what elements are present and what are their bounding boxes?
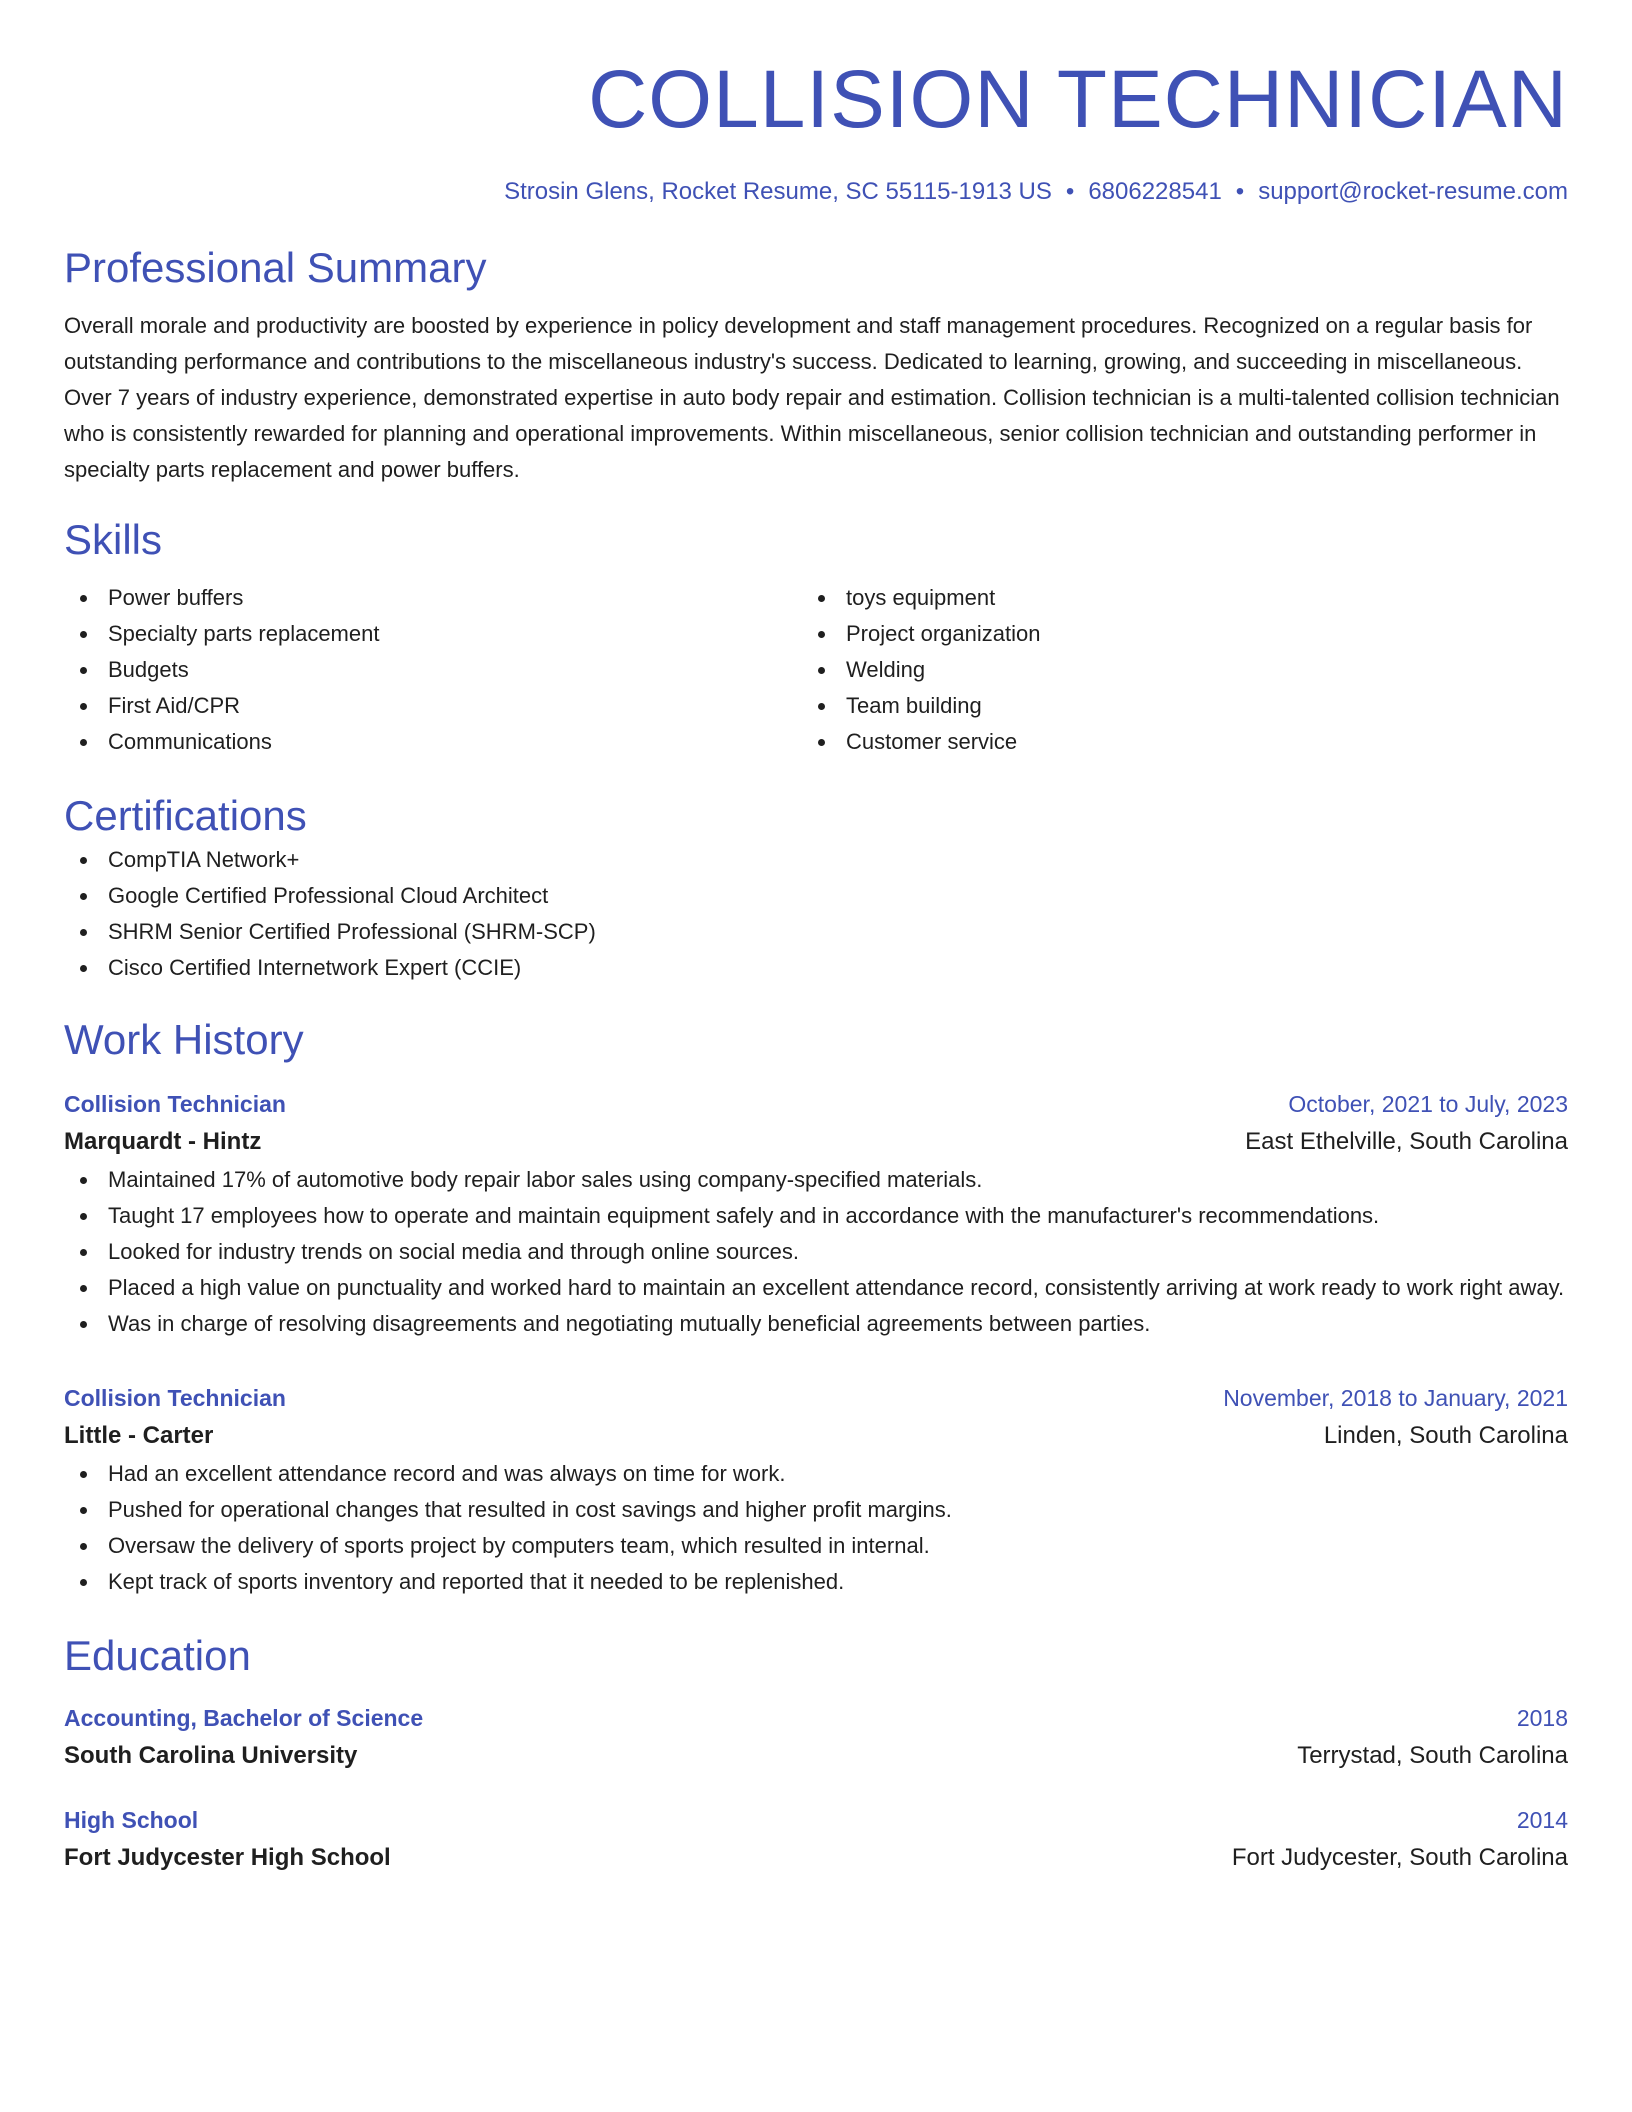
job-bullet: Kept track of sports inventory and reported that it needed to be replenished. [64,1564,1568,1600]
education-school: South Carolina University [64,1742,358,1769]
contact-phone: 6806228541 [1088,178,1222,205]
job-header-row [64,1380,1568,1416]
education-school-row [64,1838,1568,1878]
skill-item: Specialty parts replacement [64,616,802,652]
education-degree: Accounting, Bachelor of Science [64,1705,424,1731]
job-location: East Ethelville, South Carolina [1245,1128,1568,1155]
job-role: Collision Technician [64,1091,286,1117]
resume-title: COLLISION TECHNICIAN [588,54,1568,145]
job-dates: November, 2018 to January, 2021 [1223,1385,1568,1411]
education-location: Terrystad, South Carolina [1297,1742,1568,1769]
job-bullet: Had an excellent attendance record and was always on time for work. [64,1456,1568,1492]
education-heading: Education [64,1632,251,1679]
certifications-heading: Certifications [64,792,307,839]
job-bullets [64,1456,1568,1600]
job-bullets [64,1162,1568,1342]
education-year: 2018 [1516,1705,1568,1731]
skills-heading: Skills [64,516,163,563]
job-bullet: Was in charge of resolving disagreements and negotiating mutually beneficial agreements between parties. [64,1306,1568,1342]
certifications-list [64,842,1568,986]
contact-email: support@rocket-resume.com [1258,178,1568,205]
contact-separator: • [1235,178,1245,205]
skills-list-right [802,580,1540,760]
job-company-row [64,1122,1568,1162]
contact-line [64,176,1568,208]
resume-header [64,52,1568,208]
education-school: Fort Judycester High School [64,1844,391,1871]
job-bullet: Looked for industry trends on social media and through online sources. [64,1234,1568,1270]
summary-text: Overall morale and productivity are boosted by experience in policy development and staff management procedures. Recognized on a regular basis for outstanding performance and contributions to the miscellaneous industry's success. Dedicated to learning, growing, and succeeding in miscellaneous. Over 7 years of industry experience, demonstrated expertise in auto body repair and estimation. Collision technician is a multi-talented collision technician who is consistently rewarded for planning and operational improvements. Within miscellaneous, senior collision technician and outstanding performer in specialty parts replacement and power buffers. [64,313,1560,482]
job-bullet: Oversaw the delivery of sports project by computers team, which resulted in internal. [64,1528,1568,1564]
job-role: Collision Technician [64,1385,286,1411]
education-header-row [64,1700,1568,1736]
education-school-row [64,1736,1568,1776]
skill-item: First Aid/CPR [64,688,802,724]
education-header-row [64,1802,1568,1838]
contact-address: Strosin Glens, Rocket Resume, SC 55115-1913 US [504,178,1052,205]
job-bullet: Pushed for operational changes that resulted in cost savings and higher profit margins. [64,1492,1568,1528]
job-bullet: Maintained 17% of automotive body repair labor sales using company-specified materials. [64,1162,1568,1198]
summary-heading: Professional Summary [64,244,487,291]
education-entry [64,1802,1568,1878]
job-entry [64,1086,1568,1342]
job-location: Linden, South Carolina [1323,1422,1568,1449]
skill-item: Communications [64,724,802,760]
certification-item: SHRM Senior Certified Professional (SHRM-SCP) [64,914,1568,950]
job-bullet: Placed a high value on punctuality and worked hard to maintain an excellent attendance record, consistently arriving at work ready to work right away. [64,1270,1568,1306]
job-bullet: Taught 17 employees how to operate and maintain equipment safely and in accordance with the manufacturer's recommendations. [64,1198,1568,1234]
job-entry [64,1380,1568,1600]
skill-item: Power buffers [64,580,802,616]
education-entry [64,1700,1568,1776]
certification-item: Google Certified Professional Cloud Architect [64,878,1568,914]
job-company: Marquardt - Hintz [64,1128,262,1155]
job-dates: October, 2021 to July, 2023 [1288,1091,1568,1117]
skill-item: Budgets [64,652,802,688]
job-company-row [64,1416,1568,1456]
skills-column-right [802,580,1540,760]
skill-item: Team building [802,688,1540,724]
skill-item: Customer service [802,724,1540,760]
job-header-row [64,1086,1568,1122]
education-location: Fort Judycester, South Carolina [1231,1844,1568,1871]
skills-grid [64,580,1568,760]
skill-item: toys equipment [802,580,1540,616]
skill-item: Project organization [802,616,1540,652]
certification-item: Cisco Certified Internetwork Expert (CCIE) [64,950,1568,986]
contact-separator: • [1065,178,1075,205]
work-history-heading: Work History [64,1016,304,1063]
certification-item: CompTIA Network+ [64,842,1568,878]
job-company: Little - Carter [64,1422,214,1449]
skills-list-left [64,580,802,760]
skills-column-left [64,580,802,760]
education-degree: High School [64,1807,199,1833]
skill-item: Welding [802,652,1540,688]
education-year: 2014 [1516,1807,1568,1833]
